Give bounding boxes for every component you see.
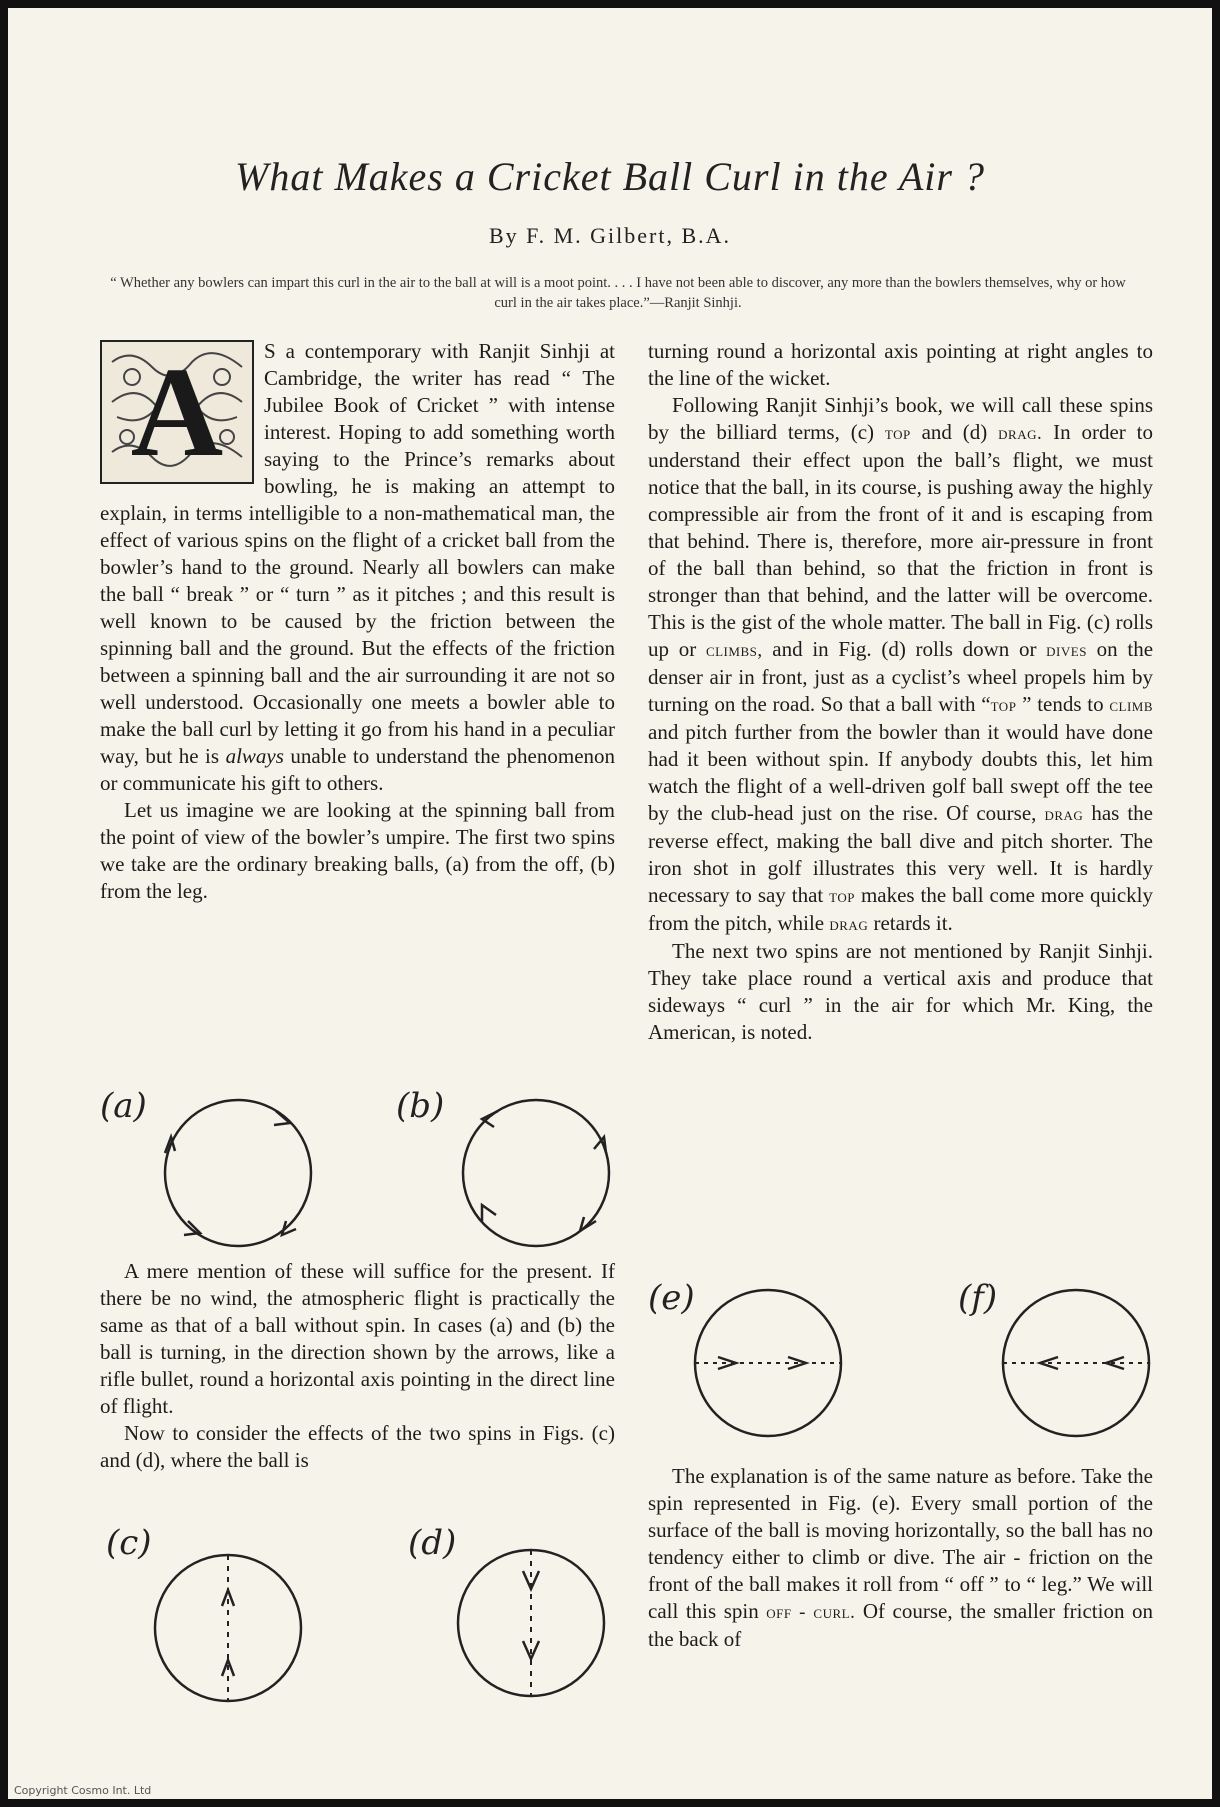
figure-label-e: (e) xyxy=(648,1278,695,1318)
figure-label-f: (f) xyxy=(958,1278,998,1318)
paragraph: Now to consider the effects of the two spins in Figs. (c) and (d), where the ball is xyxy=(100,1421,615,1472)
figure-label-d: (d) xyxy=(408,1523,457,1563)
paragraph: Let us imagine we are looking at the spinning ball from the point of view of the bowler’s umpire. The first two spins we take are the ordinary breaking balls, (a) from the off, (b) from the leg. xyxy=(100,798,615,903)
magazine-page xyxy=(8,8,1212,1799)
right-column-continued xyxy=(648,1463,1153,1653)
epigraph: “ Whether any bowlers can impart this curl in the air to the ball at will is a moot point. . . . I have not been able to discover, any more than the bowlers themselves, why or how curl in the air takes place.”—Ranjit Sinhji. xyxy=(110,275,1126,311)
paragraph: Following Ranjit Sinhji’s book, we will call these spins by the billiard terms, (c) top and (d) drag. In order to understand their effect upon the ball’s flight, we must notice that the ball, in its course, is pushing away the highly compressible air from the front of it and is escaping from that behind. There is, therefore, more air-pressure in front of the ball than behind, so that the friction in front is stronger than that behind, and the latter will be overcome. This is the gist of the whole matter. The ball in Fig. (c) rolls up or climbs, and in Fig. (d) rolls down or dives on the denser air in front, just as a cyclist’s wheel propels him by turning on the road. So that a ball with “top ” tends to climb and pitch further from the bowler than it would have done had it been without spin. If anybody doubts this, let him watch the flight of a well-driven golf ball swept off the tee by the club-head just on the rise. Of course, drag has the reverse effect, making the ball dive and pitch shorter. The iron shot in golf illustrates this very well. It is hardly necessary to say that top makes the ball come more quickly from the pitch, while drag retards it. xyxy=(648,393,1154,935)
drop-cap-letter: A xyxy=(130,341,224,483)
figure-label-b: (b) xyxy=(396,1086,445,1126)
right-column xyxy=(648,338,1153,1046)
paragraph: A mere mention of these will suffice for the present. If there be no wind, the atmospheric flight is practically the same as that of a ball without spin. In cases (a) and (b) the ball is turning, in the direction shown by the arrows, like a rifle bullet, round a horizontal axis pointing in the direct line of flight. xyxy=(100,1259,615,1418)
figure-a xyxy=(158,1093,318,1253)
figure-c xyxy=(148,1548,308,1708)
drop-cap-ornament xyxy=(100,340,254,484)
copyright-notice: Copyright Cosmo Int. Ltd xyxy=(14,1784,152,1797)
article-title: What Makes a Cricket Ball Curl in the Air ? xyxy=(235,154,985,199)
left-column-continued xyxy=(100,1258,615,1474)
figure-d xyxy=(451,1543,611,1703)
figure-label-c: (c) xyxy=(106,1523,152,1563)
figure-e xyxy=(688,1283,848,1443)
paragraph: The next two spins are not mentioned by Ranjit Sinhji. They take place round a vertical axis and produce that sideways “ curl ” in the air for which Mr. King, the American, is noted. xyxy=(648,939,1153,1044)
left-column xyxy=(100,338,615,905)
paragraph: S a contemporary with Ranjit Sinhji at Cambridge, the writer has read “ The Jubilee Book of Cricket ” with intense interest. Hoping to add something worth saying to the Prince’s remarks about bowling, he is making an attempt to explain, in terms intelligible to a non-mathematical man, the effect of various spins on the flight of a cricket ball from the bowler’s hand to the ground. Nearly all bowlers can make the ball “ break ” or “ turn ” as it pitches ; and this result is well known to be caused by the friction between the spinning ball and the ground. But the effects of the friction between a spinning ball and the air surrounding it are not so well understood. Occasionally one meets a bowler able to make the ball curl by letting it go from his hand in a peculiar way, but he is always unable to understand the phenomenon or communicate his gift to others. xyxy=(100,339,616,795)
paragraph: The explanation is of the same nature as before. Take the spin represented in Fig. (e). Every small portion of the surface of the ball is moving horizontally, so the ball has no tendency either to climb or dive. The air - friction on the front of the ball makes it roll from “ off ” to “ leg.” We will call this spin off - curl. Of course, the smaller friction on the back of xyxy=(648,1464,1153,1651)
paragraph: turning round a horizontal axis pointing at right angles to the line of the wicket. xyxy=(648,339,1153,390)
figure-f xyxy=(996,1283,1156,1443)
figure-label-a: (a) xyxy=(100,1086,147,1126)
figure-b xyxy=(456,1093,616,1253)
byline: By F. M. Gilbert, B.A. xyxy=(488,223,732,248)
